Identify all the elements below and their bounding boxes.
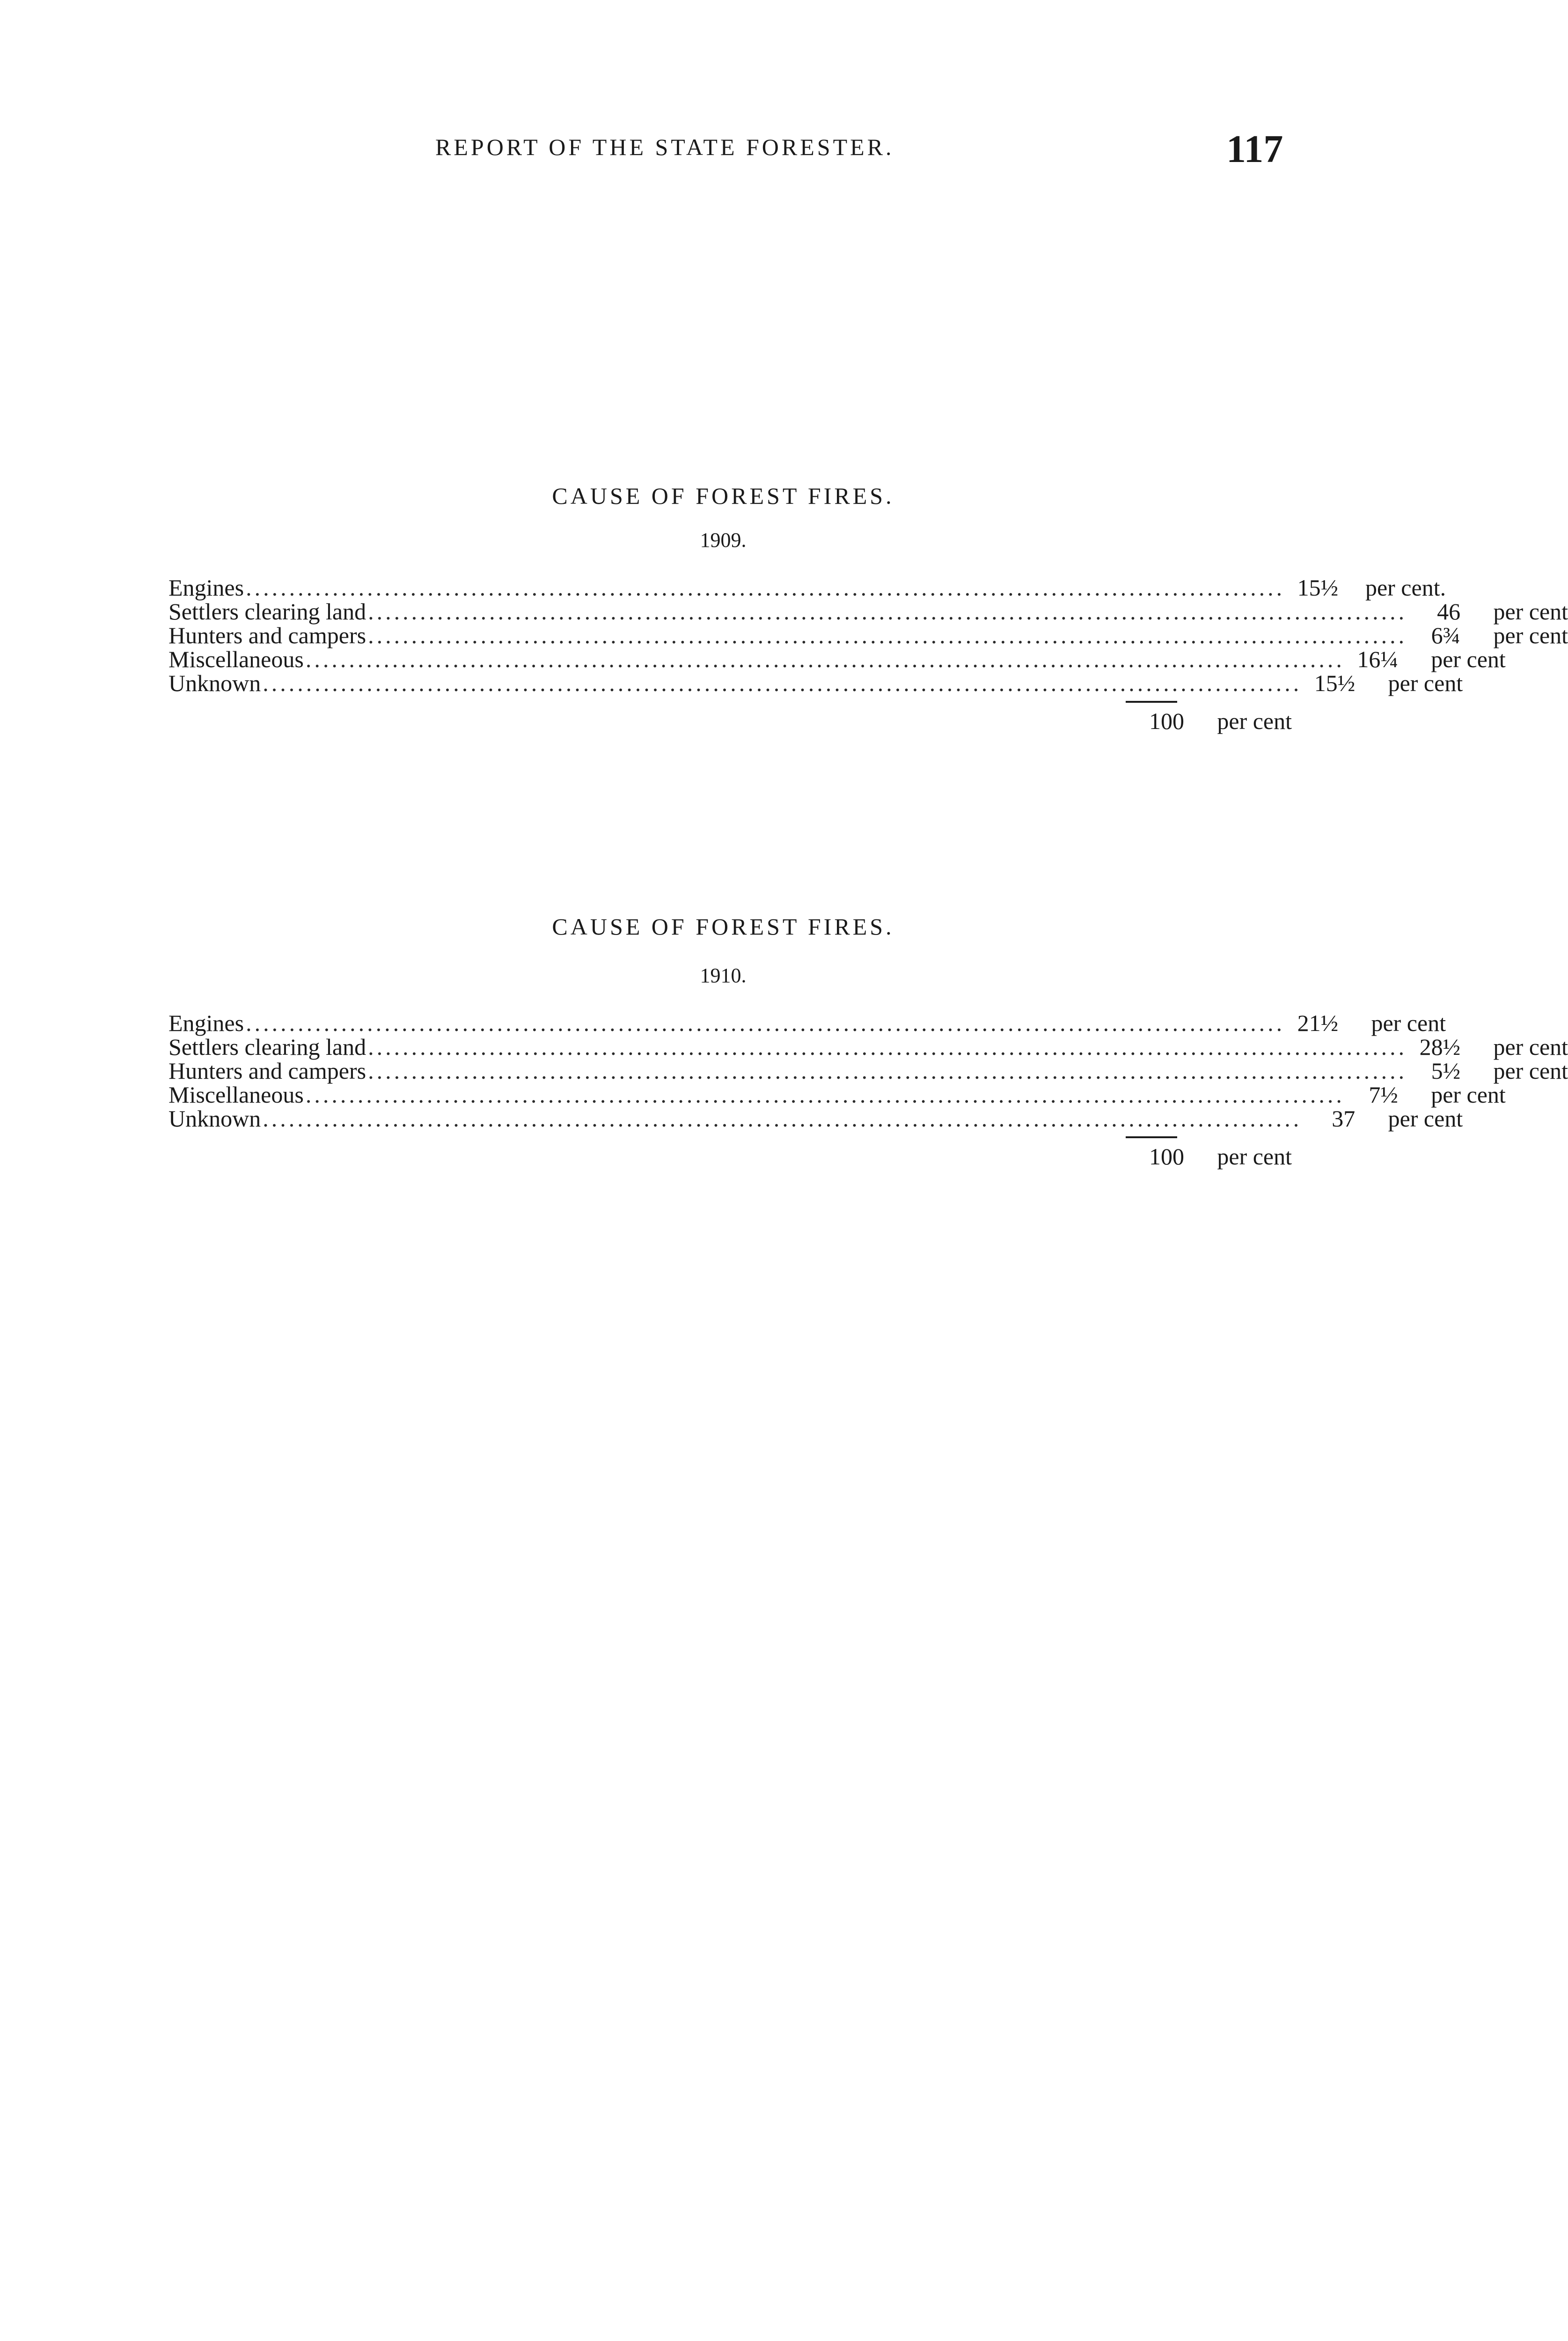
table-row — [169, 574, 1446, 601]
fire-causes-table-1910 — [169, 1010, 1568, 1170]
cause-unit: per cent. — [1365, 574, 1446, 601]
cause-value: 21½ — [1297, 1010, 1339, 1036]
table-row — [169, 598, 1568, 625]
running-head: REPORT OF THE STATE FORESTER. — [435, 134, 894, 160]
table-row — [169, 1010, 1446, 1036]
cause-value: 46 — [1437, 598, 1461, 625]
cause-unit: per cent — [1493, 598, 1568, 625]
dot-leader: ........................................................................................................................ — [263, 670, 1302, 696]
total-rule — [1126, 701, 1177, 703]
dot-leader: ........................................................................................................................ — [305, 646, 1345, 672]
cause-unit: per cent — [1431, 1082, 1506, 1108]
cause-label: Settlers clearing land — [169, 598, 366, 625]
page-number: 117 — [1226, 127, 1283, 171]
table-row — [169, 1034, 1568, 1060]
cause-label: Settlers clearing land — [169, 1034, 366, 1060]
total-rule-row — [169, 695, 1292, 709]
total-value: 100 — [1149, 1143, 1184, 1170]
dot-leader: ........................................................................................................................ — [368, 598, 1407, 625]
cause-label: Unknown — [169, 670, 261, 696]
cause-value: 15½ — [1297, 574, 1339, 601]
dot-leader: ........................................................................................................................ — [368, 1058, 1407, 1084]
cause-label: Miscellaneous — [169, 1082, 304, 1108]
cause-label: Miscellaneous — [169, 646, 304, 672]
cause-unit: per cent — [1431, 646, 1506, 672]
cause-value: 6¾ — [1431, 622, 1461, 648]
section-year-1909: 1909. — [700, 529, 747, 552]
cause-unit: per cent — [1493, 622, 1568, 648]
cause-value: 15½ — [1314, 670, 1356, 696]
table-row — [169, 1082, 1506, 1108]
cause-value: 16¼ — [1357, 646, 1398, 672]
dot-leader: ........................................................................................................................ — [246, 574, 1285, 601]
cause-label: Engines — [169, 1010, 244, 1036]
dot-leader: ........................................................................................................................ — [246, 1010, 1285, 1036]
dot-leader: ........................................................................................................................ — [263, 1105, 1302, 1132]
cause-unit: per cent — [1388, 1105, 1463, 1132]
total-rule — [1126, 1136, 1177, 1138]
dot-leader: ........................................................................................................................ — [368, 622, 1407, 648]
cause-value: 37 — [1332, 1105, 1356, 1132]
section-title-1909: CAUSE OF FOREST FIRES. — [552, 483, 894, 509]
section-title-1910: CAUSE OF FOREST FIRES. — [552, 913, 894, 940]
dot-leader: ........................................................................................................................ — [368, 1034, 1407, 1060]
total-row — [169, 1145, 1292, 1169]
total-unit: per cent — [1217, 1143, 1292, 1170]
table-row — [169, 1105, 1463, 1132]
table-row — [169, 670, 1463, 696]
cause-unit: per cent — [1371, 1010, 1446, 1036]
dot-leader: ........................................................................................................................ — [305, 1082, 1345, 1108]
cause-unit: per cent — [1388, 670, 1463, 696]
cause-label: Hunters and campers — [169, 622, 366, 648]
cause-label: Unknown — [169, 1105, 261, 1132]
table-row — [169, 1058, 1568, 1084]
cause-unit: per cent — [1493, 1034, 1568, 1060]
table-row — [169, 646, 1506, 672]
cause-value: 5½ — [1431, 1058, 1461, 1084]
total-unit: per cent — [1217, 708, 1292, 734]
fire-causes-table-1909 — [169, 574, 1568, 734]
cause-value: 28½ — [1419, 1034, 1461, 1060]
section-year-1910: 1910. — [700, 964, 747, 987]
table-row — [169, 622, 1568, 648]
cause-unit: per cent — [1493, 1058, 1568, 1084]
cause-label: Hunters and campers — [169, 1058, 366, 1084]
cause-value: 7½ — [1369, 1082, 1398, 1108]
total-value: 100 — [1149, 708, 1184, 734]
total-rule-row — [169, 1131, 1292, 1145]
total-row — [169, 709, 1292, 733]
cause-label: Engines — [169, 574, 244, 601]
